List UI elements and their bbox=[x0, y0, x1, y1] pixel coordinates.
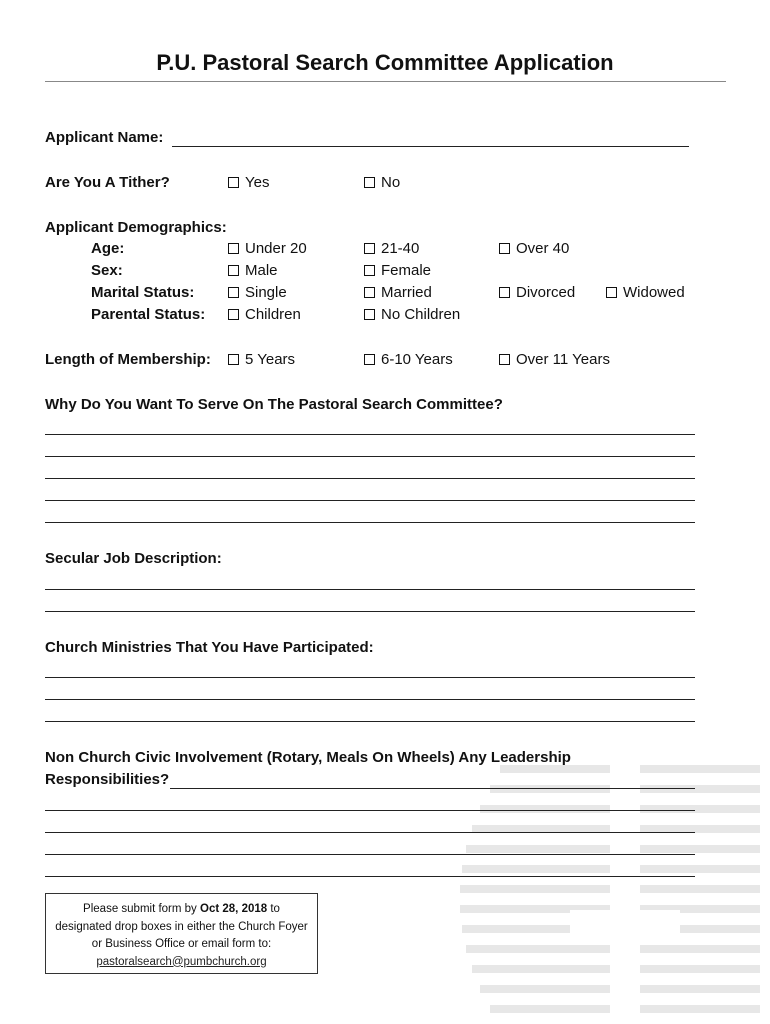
applicant-name-label: Applicant Name: bbox=[45, 129, 164, 146]
tither-label: Are You A Tither? bbox=[45, 174, 170, 191]
submission-notice bbox=[45, 893, 318, 974]
secular-job-answer-line[interactable] bbox=[45, 589, 695, 590]
notice-line1 bbox=[46, 901, 317, 919]
checkbox-icon[interactable] bbox=[364, 287, 375, 298]
checkbox-icon[interactable] bbox=[364, 177, 375, 188]
marital-divorced-option[interactable] bbox=[499, 284, 575, 302]
checkbox-icon[interactable] bbox=[364, 309, 375, 320]
why-serve-question: Why Do You Want To Serve On The Pastoral Search Committee? bbox=[45, 396, 503, 413]
membership-over-11-years-option[interactable] bbox=[499, 351, 610, 369]
option-label: Male bbox=[245, 262, 278, 279]
marital-status-label: Marital Status: bbox=[91, 284, 195, 301]
civic-question-line1: Non Church Civic Involvement (Rotary, Meals On Wheels) Any Leadership bbox=[45, 749, 571, 766]
demographics-heading: Applicant Demographics: bbox=[45, 219, 227, 236]
why-serve-answer-line[interactable] bbox=[45, 522, 695, 523]
option-label: Divorced bbox=[516, 284, 576, 301]
age-21-40-option[interactable] bbox=[364, 240, 419, 258]
checkbox-icon[interactable] bbox=[606, 287, 617, 298]
email-link[interactable]: pastoralsearch@pumbchurch.org bbox=[96, 955, 267, 968]
checkbox-icon[interactable] bbox=[228, 309, 239, 320]
secular-job-answer-line[interactable] bbox=[45, 611, 695, 612]
parental-status-label: Parental Status: bbox=[91, 306, 206, 323]
civic-answer-line[interactable] bbox=[45, 810, 695, 811]
sex-female-option[interactable] bbox=[364, 262, 431, 280]
ministries-answer-line[interactable] bbox=[45, 699, 695, 700]
option-label: 6-10 Years bbox=[381, 351, 453, 368]
parental-no-children-option[interactable] bbox=[364, 306, 460, 324]
notice-text: to bbox=[267, 903, 280, 915]
checkbox-icon[interactable] bbox=[228, 287, 239, 298]
applicant-name-field[interactable] bbox=[172, 146, 689, 147]
option-label: No bbox=[381, 174, 401, 191]
checkbox-icon[interactable] bbox=[364, 354, 375, 365]
ministries-answer-line[interactable] bbox=[45, 677, 695, 678]
page-title: P.U. Pastoral Search Committee Application bbox=[156, 50, 614, 75]
option-label: Yes bbox=[245, 174, 270, 191]
age-over-40-option[interactable] bbox=[499, 240, 569, 258]
tither-yes-option[interactable] bbox=[228, 174, 269, 192]
option-label: 21-40 bbox=[381, 240, 420, 257]
checkbox-icon[interactable] bbox=[364, 243, 375, 254]
checkbox-icon[interactable] bbox=[364, 265, 375, 276]
tither-no-option[interactable] bbox=[364, 174, 400, 192]
why-serve-answer-line[interactable] bbox=[45, 434, 695, 435]
checkbox-icon[interactable] bbox=[228, 354, 239, 365]
marital-widowed-option[interactable] bbox=[606, 284, 685, 302]
marital-married-option[interactable] bbox=[364, 284, 432, 302]
checkbox-icon[interactable] bbox=[499, 287, 510, 298]
civic-answer-line[interactable] bbox=[45, 876, 695, 877]
checkbox-icon[interactable] bbox=[228, 243, 239, 254]
notice-text: Please submit form by bbox=[83, 903, 201, 915]
option-label: Over 11 Years bbox=[516, 351, 610, 368]
why-serve-answer-line[interactable] bbox=[45, 478, 695, 479]
option-label: Under 20 bbox=[245, 240, 307, 257]
title-divider bbox=[45, 81, 726, 82]
secular-job-question: Secular Job Description: bbox=[45, 550, 222, 567]
checkbox-icon[interactable] bbox=[499, 354, 510, 365]
parental-children-option[interactable] bbox=[228, 306, 301, 324]
option-label: No Children bbox=[381, 306, 461, 323]
notice-line2: designated drop boxes in either the Church Foyer bbox=[55, 920, 308, 933]
church-logo-watermark bbox=[460, 745, 770, 1024]
option-label: Single bbox=[245, 284, 287, 301]
deadline-date: Oct 28, 2018 bbox=[200, 903, 268, 915]
checkbox-icon[interactable] bbox=[228, 177, 239, 188]
option-label: Children bbox=[245, 306, 301, 323]
option-label: Over 40 bbox=[516, 240, 570, 257]
option-label: 5 Years bbox=[245, 351, 296, 368]
membership-label: Length of Membership: bbox=[45, 351, 211, 368]
why-serve-answer-line[interactable] bbox=[45, 500, 695, 501]
ministries-answer-line[interactable] bbox=[45, 721, 695, 722]
option-label: Married bbox=[381, 284, 432, 301]
option-label: Female bbox=[381, 262, 432, 279]
membership-5-years-option[interactable] bbox=[228, 351, 295, 369]
why-serve-answer-line[interactable] bbox=[45, 456, 695, 457]
civic-answer-line[interactable] bbox=[45, 854, 695, 855]
marital-single-option[interactable] bbox=[228, 284, 287, 302]
ministries-question: Church Ministries That You Have Participated: bbox=[45, 639, 374, 656]
checkbox-icon[interactable] bbox=[228, 265, 239, 276]
civic-question-line2: Responsibilities? bbox=[45, 771, 170, 788]
civic-answer-line[interactable] bbox=[170, 788, 695, 789]
sex-label: Sex: bbox=[91, 262, 123, 279]
civic-answer-line[interactable] bbox=[45, 832, 695, 833]
checkbox-icon[interactable] bbox=[499, 243, 510, 254]
membership-6-10-years-option[interactable] bbox=[364, 351, 453, 369]
option-label: Widowed bbox=[623, 284, 685, 301]
notice-line3: or Business Office or email form to: bbox=[91, 938, 272, 950]
age-label: Age: bbox=[91, 240, 125, 257]
sex-male-option[interactable] bbox=[228, 262, 278, 280]
age-under-20-option[interactable] bbox=[228, 240, 307, 258]
